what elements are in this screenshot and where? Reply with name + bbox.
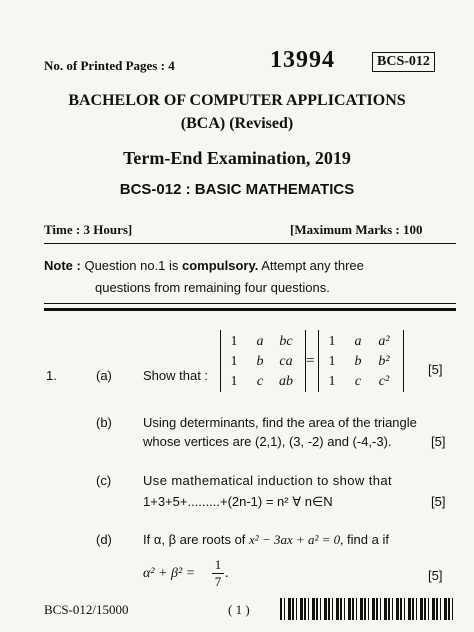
- paper-serial-number: 13994: [270, 47, 335, 73]
- printed-pages-count: No. of Printed Pages : 4: [44, 58, 175, 73]
- note-text-a: Question no.1 is: [80, 258, 183, 273]
- det-right-cell: b²: [378, 354, 390, 369]
- fraction-numerator: 1: [212, 557, 224, 574]
- part-d-period: .: [225, 566, 229, 581]
- part-c-line-1: Use mathematical induction to show that: [143, 473, 392, 488]
- part-d-marks: [5]: [428, 568, 443, 583]
- note-label: Note :: [44, 258, 81, 273]
- divider-middle: [44, 303, 456, 304]
- det-right-cell: c: [354, 374, 362, 389]
- note-compulsory: compulsory.: [182, 258, 259, 273]
- course-title: BCS-012 : BASIC MATHEMATICS: [119, 181, 355, 198]
- det-left-cell: 1: [230, 354, 238, 369]
- part-d-line-1: [143, 532, 389, 548]
- part-c-label: (c): [96, 473, 112, 488]
- part-a-label: (a): [96, 368, 112, 383]
- part-d-text-a: If α, β are roots of: [143, 532, 250, 547]
- det-right-cell: a: [354, 334, 362, 349]
- programme-subtitle: (BCA) (Revised): [180, 115, 294, 132]
- det-right-cell: a²: [378, 334, 390, 349]
- part-a-text: Show that :: [143, 368, 209, 383]
- maximum-marks: [Maximum Marks : 100: [290, 222, 423, 237]
- det-left-cell: a: [256, 334, 264, 349]
- barcode: [280, 598, 456, 620]
- part-a-marks: [5]: [428, 362, 443, 377]
- programme-title: BACHELOR OF COMPUTER APPLICATIONS: [68, 92, 406, 109]
- det-left-cell: ca: [279, 354, 293, 369]
- det-right-cell: c²: [378, 374, 390, 389]
- exam-duration: Time : 3 Hours]: [44, 222, 133, 237]
- fraction-denominator: 7: [214, 574, 222, 589]
- det-left-cell: 1: [230, 374, 238, 389]
- note-line-2: questions from remaining four questions.: [95, 280, 330, 295]
- part-d-condition-lhs: α² + β² =: [143, 566, 196, 581]
- det-right-cell: 1: [328, 334, 336, 349]
- exam-title: Term-End Examination, 2019: [123, 148, 351, 168]
- course-code-box: BCS-012: [372, 52, 435, 72]
- part-d-equation: x² − 3ax + a² = 0,: [249, 532, 344, 547]
- instructions-note: [44, 258, 456, 273]
- det-left-cell: b: [256, 354, 264, 369]
- det-left-cell: 1: [230, 334, 238, 349]
- det-right-cell: 1: [328, 354, 336, 369]
- part-b-line-1: Using determinants, find the area of the triangle: [143, 415, 417, 430]
- det-right-cell: 1: [328, 374, 336, 389]
- divider-top: [44, 243, 456, 244]
- det-left-cell: ab: [279, 374, 293, 389]
- part-b-marks: [5]: [431, 434, 446, 449]
- det-left-cell: c: [256, 374, 264, 389]
- det-left-cell: bc: [279, 334, 293, 349]
- part-b-label: (b): [96, 415, 112, 430]
- part-d-label: (d): [96, 532, 112, 547]
- footer-code: BCS-012/15000: [44, 602, 129, 617]
- part-d-text-b: find a if: [343, 532, 389, 547]
- part-b-line-2: whose vertices are (2,1), (3, -2) and (-4,-3).: [143, 434, 392, 449]
- divider-middle-thick: [44, 308, 456, 311]
- det-right-cell: b: [354, 354, 362, 369]
- question-number-1: 1.: [46, 368, 57, 383]
- page-number: ( 1 ): [228, 602, 250, 617]
- part-c-line-2: 1+3+5+.........+(2n-1) = n² ∀ n∈N: [143, 494, 333, 509]
- note-text-b: Attempt any three: [258, 258, 364, 273]
- equals-sign: =: [306, 353, 315, 369]
- part-c-marks: [5]: [431, 494, 446, 509]
